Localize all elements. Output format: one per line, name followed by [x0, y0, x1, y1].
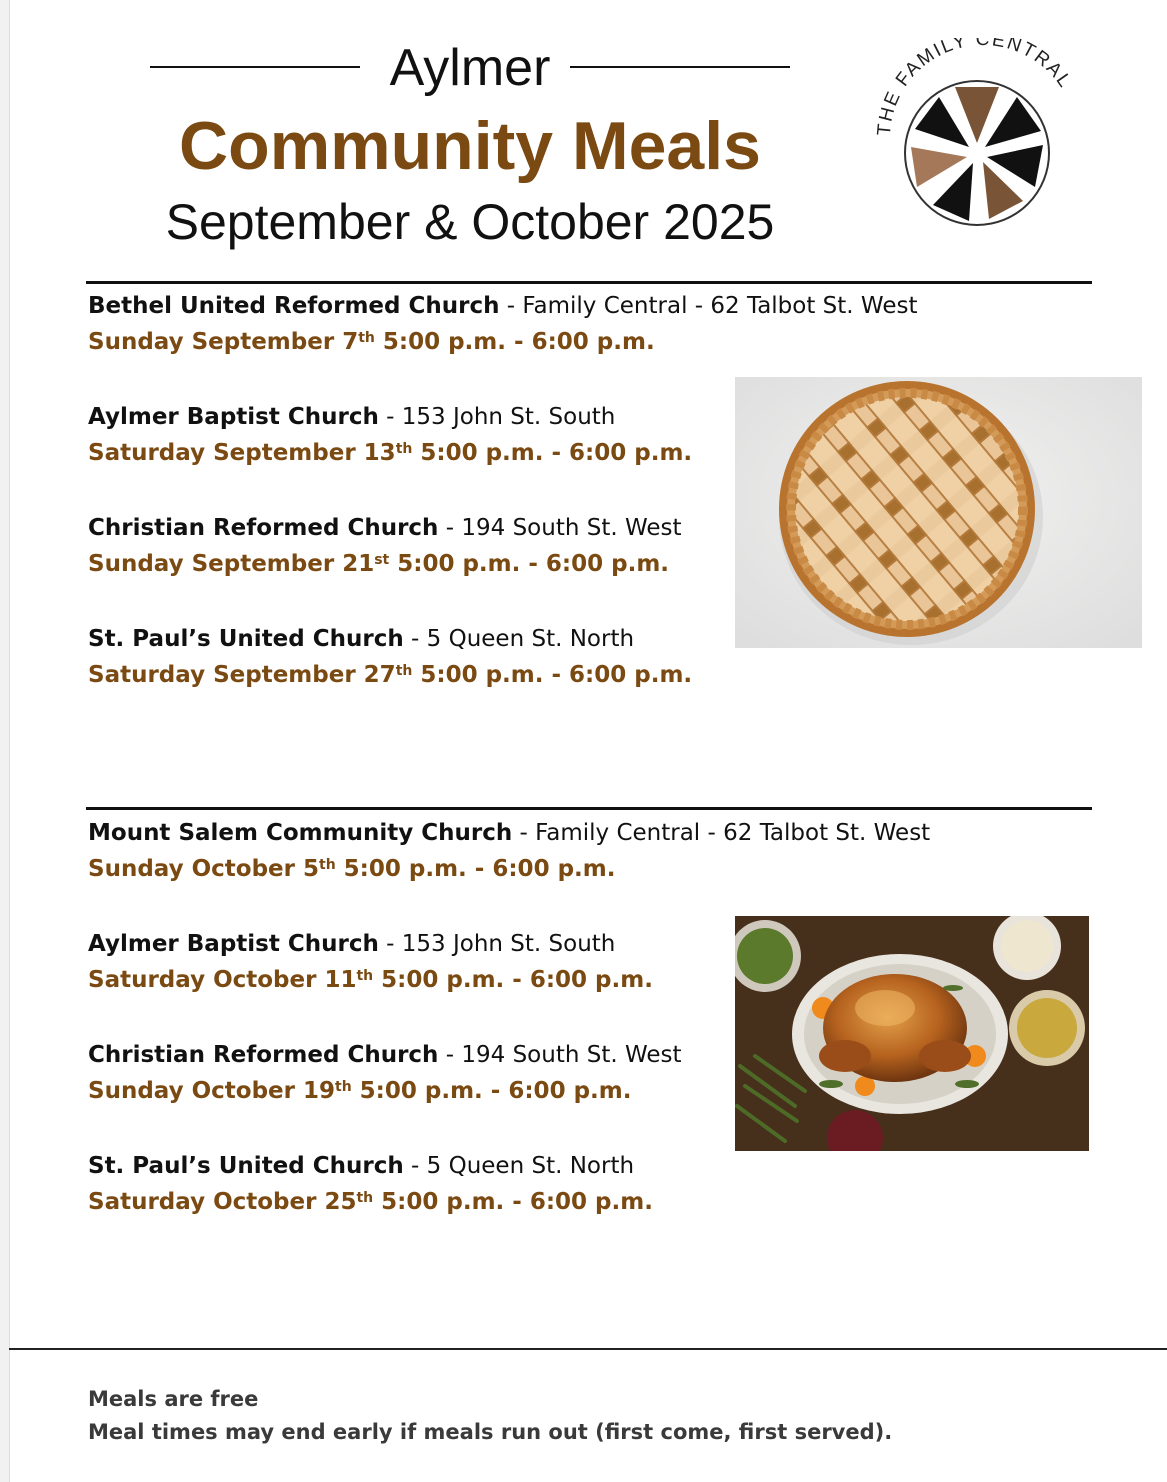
event-location: - Family Central - 62 Talbot St. West	[512, 820, 931, 846]
footer-note	[88, 1383, 892, 1449]
footer-line-free: Meals are free	[88, 1387, 259, 1411]
event-location: - Family Central - 62 Talbot St. West	[499, 293, 918, 319]
page-title: Community Meals	[179, 108, 761, 184]
footer-line-early: Meal times may end early if meals run out (first come, first served).	[88, 1420, 893, 1444]
turkey-photo	[735, 916, 1089, 1151]
event-time: 5:00 p.m. - 6:00 p.m.	[373, 967, 653, 993]
event-day: Sunday October 19	[88, 1078, 335, 1104]
event-time: 5:00 p.m. - 6:00 p.m.	[351, 1078, 632, 1104]
event-day: Sunday September 21	[88, 551, 375, 577]
church-name: Aylmer Baptist Church	[88, 404, 379, 430]
lattice-pie-image	[735, 377, 1142, 648]
event-time: 5:00 p.m. - 6:00 p.m.	[412, 440, 693, 466]
october-section-rule	[86, 807, 1092, 810]
church-name: Mount Salem Community Church	[88, 820, 513, 846]
event-location: - 5 Queen St. North	[403, 1153, 635, 1179]
date-suffix: th	[319, 857, 336, 873]
church-name: Christian Reformed Church	[88, 515, 439, 541]
title-rule-right	[570, 66, 790, 68]
church-name: Christian Reformed Church	[88, 1042, 439, 1068]
event-sep-4	[88, 621, 692, 693]
event-oct-4	[88, 1148, 653, 1220]
date-suffix: th	[358, 330, 375, 346]
event-location: - 5 Queen St. North	[403, 626, 635, 652]
event-time: 5:00 p.m. - 6:00 p.m.	[412, 662, 693, 688]
date-suffix: th	[356, 1190, 374, 1206]
event-location: - 194 South St. West	[438, 1042, 682, 1068]
footer-rule	[9, 1348, 1167, 1350]
event-oct-1	[88, 815, 930, 887]
church-name: Aylmer Baptist Church	[88, 931, 379, 957]
event-time: 5:00 p.m. - 6:00 p.m.	[373, 1189, 653, 1215]
family-central-logo	[862, 38, 1092, 238]
date-suffix: th	[356, 968, 374, 984]
event-day: Sunday October 5	[88, 856, 319, 882]
event-day: Saturday September 13	[88, 440, 396, 466]
event-day: Saturday October 11	[88, 967, 357, 993]
date-suffix: st	[374, 552, 390, 568]
page-edge	[0, 0, 10, 1482]
date-suffix: th	[335, 1079, 352, 1095]
date-suffix: th	[395, 663, 413, 679]
event-sep-1	[88, 288, 917, 360]
event-sep-3	[88, 510, 682, 582]
pie-photo	[735, 377, 1142, 648]
event-time: 5:00 p.m. - 6:00 p.m.	[335, 856, 616, 882]
event-sep-2	[88, 399, 692, 471]
church-name: Bethel United Reformed Church	[88, 293, 500, 319]
event-oct-2	[88, 926, 653, 998]
event-location: - 194 South St. West	[438, 515, 682, 541]
church-name: St. Paul’s United Church	[88, 626, 404, 652]
title-rule-left	[150, 66, 360, 68]
date-suffix: th	[395, 441, 413, 457]
family-central-wheel-icon	[862, 38, 1092, 238]
date-range: September & October 2025	[165, 194, 775, 250]
september-section-rule	[86, 281, 1092, 284]
event-day: Saturday October 25	[88, 1189, 357, 1215]
event-location: - 153 John St. South	[378, 931, 616, 957]
event-time: 5:00 p.m. - 6:00 p.m.	[374, 329, 655, 355]
event-day: Saturday September 27	[88, 662, 396, 688]
church-name: St. Paul’s United Church	[88, 1153, 404, 1179]
svg-text:THE FAMILY CENTRAL: THE FAMILY CENTRAL	[873, 38, 1076, 137]
event-day: Sunday September 7	[88, 329, 359, 355]
event-time: 5:00 p.m. - 6:00 p.m.	[389, 551, 670, 577]
event-oct-3	[88, 1037, 682, 1109]
event-location: - 153 John St. South	[378, 404, 616, 430]
roast-turkey-image	[735, 916, 1089, 1151]
town-name: Aylmer	[389, 39, 551, 97]
